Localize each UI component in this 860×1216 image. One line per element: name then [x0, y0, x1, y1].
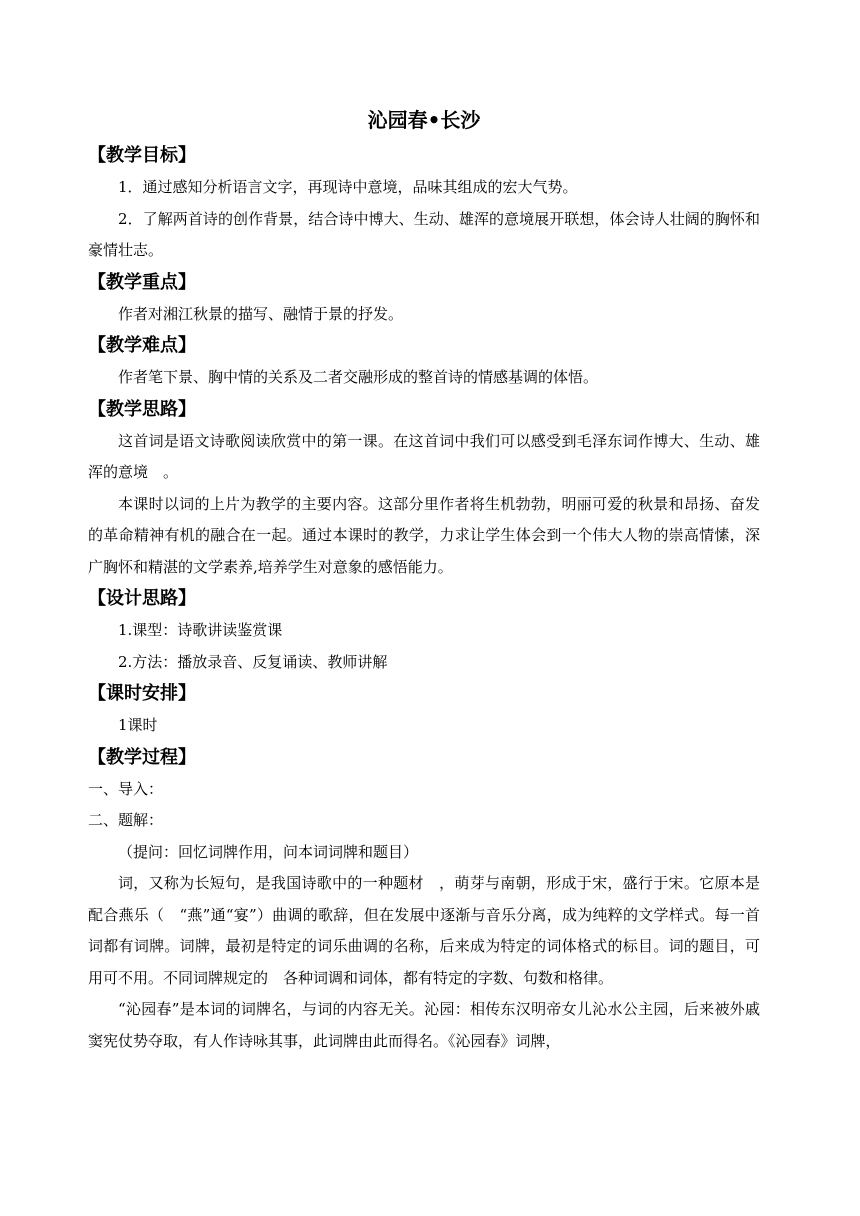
heading-difficulties: 【教学难点】 — [88, 335, 196, 356]
document-title: 沁园春•长沙 — [367, 108, 481, 132]
process-step-title-explanation: 二、题解： — [88, 811, 164, 829]
approach-paragraph-2: 本课时以词的上片为教学的主要内容。这部分里作者将生机勃勃，明丽可爱的秋景和昂扬、奋发的革命精神有机的融合在一起。通过本课时的教学，力求让学生体会到一个伟大人物的崇高情愫，深广胸怀和精湛的文学素养,培养学生对意象的感悟能力。 — [88, 494, 760, 576]
goal-item-2: 2．了解两首诗的创作背景，结合诗中博大、生动、雄浑的意境展开联想，体会诗人壮阔的胸怀和豪情壮志。 — [88, 209, 760, 259]
document-page — [88, 100, 760, 1057]
heading-teaching-goals: 【教学目标】 — [88, 145, 196, 166]
heading-schedule: 【课时安排】 — [88, 683, 196, 704]
key-points-text: 作者对湘江秋景的描写、融情于景的抒发。 — [118, 304, 404, 323]
design-item-2: 2.方法：播放录音、反复诵读、教师讲解 — [118, 652, 388, 671]
heading-design-approach: 【设计思路】 — [88, 588, 196, 609]
schedule-text: 1课时 — [118, 716, 158, 734]
process-prompt: （提问：回忆词牌作用，问本词词牌和题目） — [118, 842, 419, 861]
goal-item-1: 1．通过感知分析语言文字，再现诗中意境，品味其组成的宏大气势。 — [118, 178, 578, 196]
difficulties-text: 作者笔下景、胸中情的关系及二者交融形成的整首诗的情感基调的体悟。 — [118, 368, 599, 386]
approach-paragraph-1: 这首词是语文诗歌阅读欣赏中的第一课。在这首词中我们可以感受到毛泽东词作博大、生动、雄浑的意境 。 — [88, 431, 760, 481]
heading-teaching-approach: 【教学思路】 — [88, 398, 196, 420]
process-paragraph-1: 词，又称为长短句，是我国诗歌中的一种题材 ，萌芽与南朝，形成于宋，盛行于宋。它原本是配合燕乐（ “燕”通“宴”）曲调的歌辞，但在发展中逐渐与音乐分离，成为纯粹的文学样式。每一首词都有词牌。词牌，最初是特定的词乐曲调的名称，后来成为特定的词体格式的标目。词的题目，可用可不用。不同词牌规定的 各种词调和词体，都有特定的字数、句数和格律。 — [88, 874, 760, 987]
heading-key-points: 【教学重点】 — [88, 271, 196, 293]
process-step-intro: 一、导入： — [88, 779, 164, 798]
design-item-1: 1.课型：诗歌讲读鉴赏课 — [118, 621, 283, 639]
heading-teaching-process: 【教学过程】 — [88, 746, 196, 768]
process-paragraph-2: “沁园春”是本词的词牌名，与词的内容无关。沁园：相传东汉明帝女儿沁水公主园，后来被外戚窦宪仗势夺取，有人作诗咏其事，此词牌由此而得名。《沁园春》词牌， — [88, 1000, 760, 1050]
